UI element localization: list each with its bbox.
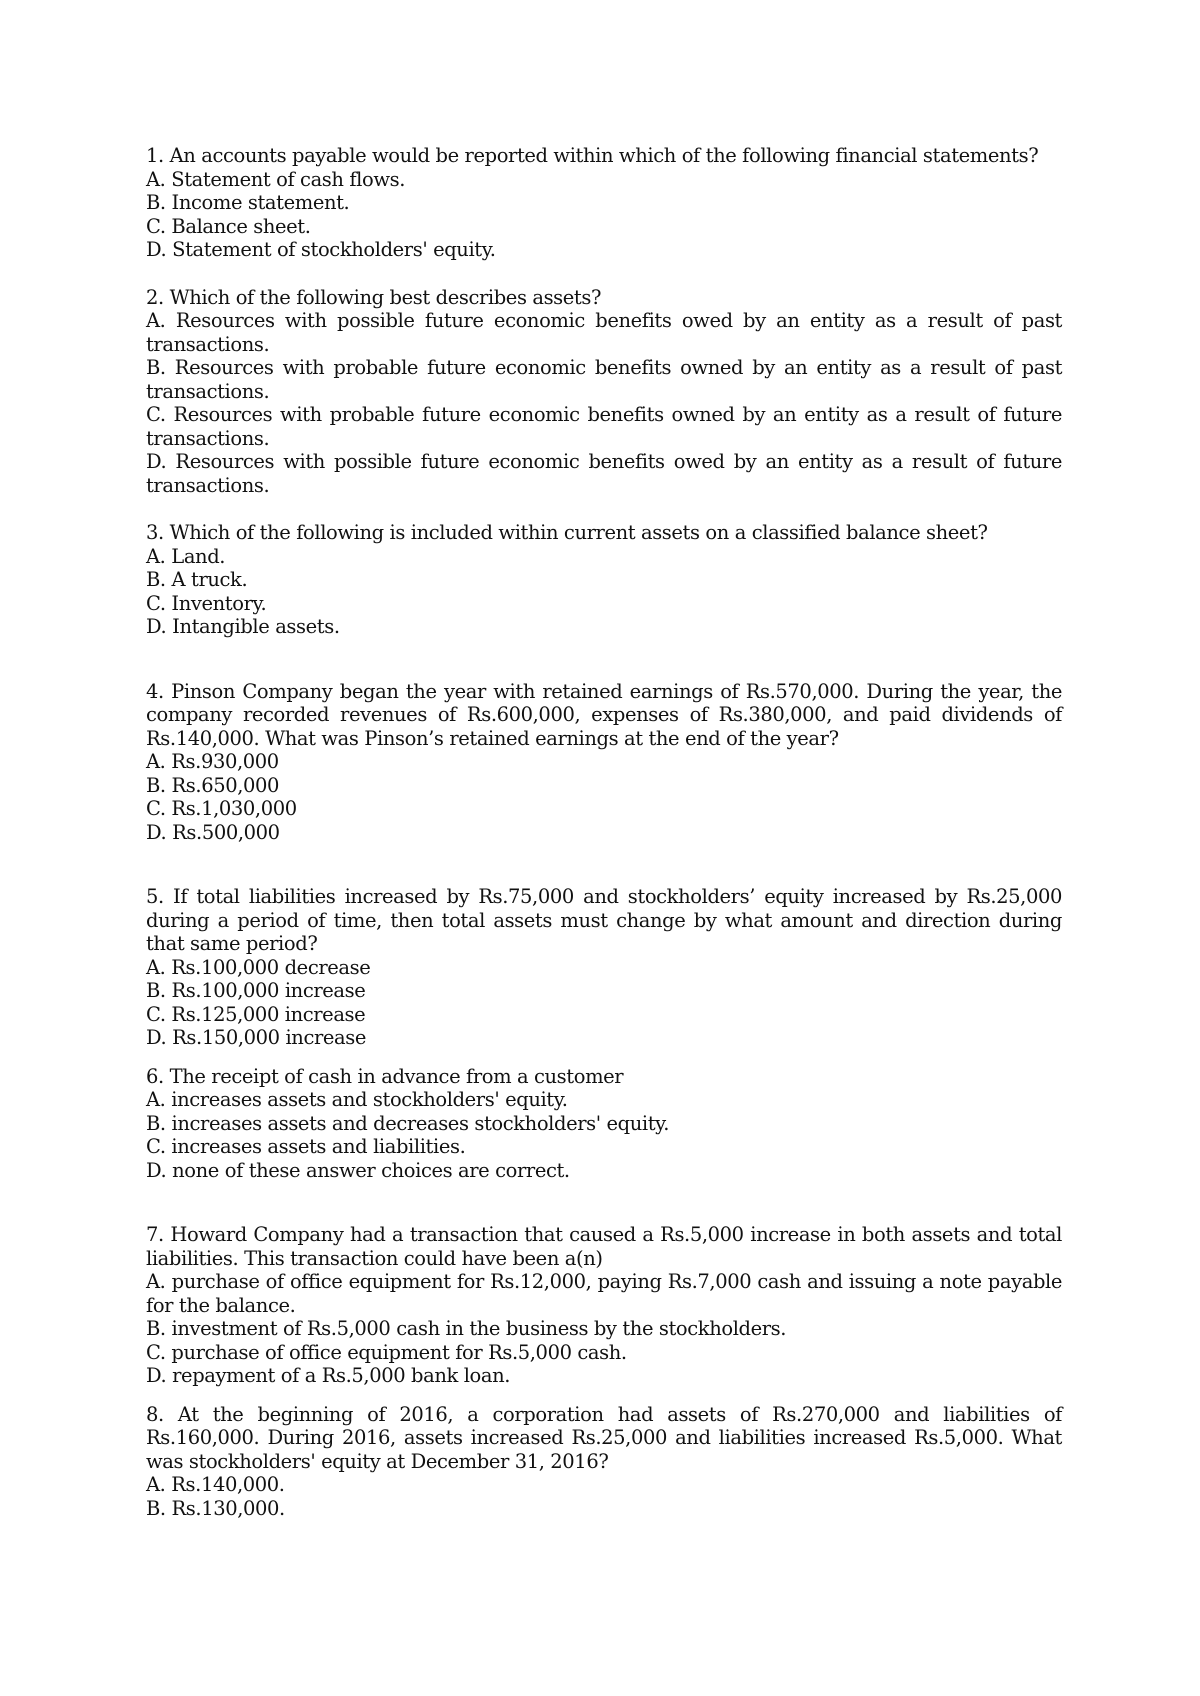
option-a: A. increases assets and stockholders' equity. bbox=[146, 1088, 568, 1111]
question-list bbox=[146, 144, 1062, 1520]
question-stem: 5. If total liabilities increased by Rs.75,000 and stockholders’ equity increased by Rs.25,000 during a period of time, then total assets must change by what amount and direction during that same period? bbox=[146, 885, 1062, 955]
option-d: D. Rs.150,000 increase bbox=[146, 1026, 367, 1049]
option-b: B. Income statement. bbox=[146, 191, 350, 214]
question-5 bbox=[146, 885, 1062, 1050]
option-d: D. Rs.500,000 bbox=[146, 820, 280, 844]
option-b: B. Rs.130,000. bbox=[146, 1496, 285, 1520]
option-a: A. Rs.930,000 bbox=[146, 750, 279, 773]
question-8 bbox=[146, 1403, 1062, 1521]
question-2 bbox=[146, 286, 1062, 498]
question-stem: 3. Which of the following is included within current assets on a classified balance sheet? bbox=[146, 521, 988, 544]
option-c: C. purchase of office equipment for Rs.5,000 cash. bbox=[146, 1340, 627, 1364]
option-a: A. Rs.140,000. bbox=[146, 1473, 285, 1496]
option-a: A. Statement of cash flows. bbox=[146, 167, 406, 191]
option-b: B. Rs.100,000 increase bbox=[146, 979, 366, 1002]
option-b: B. A truck. bbox=[146, 568, 248, 591]
option-b: B. Rs.650,000 bbox=[146, 773, 280, 797]
question-6 bbox=[146, 1065, 1062, 1183]
option-c: C. increases assets and liabilities. bbox=[146, 1135, 466, 1158]
option-c: C. Rs.125,000 increase bbox=[146, 1002, 366, 1026]
option-a: A. Rs.100,000 decrease bbox=[146, 955, 371, 979]
option-b: B. Resources with probable future economic benefits owned by an entity as a result of past transactions. bbox=[146, 356, 1062, 403]
option-c: C. Resources with probable future economic benefits owned by an entity as a result of future transactions. bbox=[146, 403, 1062, 450]
option-b: B. investment of Rs.5,000 cash in the business by the stockholders. bbox=[146, 1317, 787, 1340]
option-d: D. none of these answer choices are correct. bbox=[146, 1158, 570, 1182]
option-d: D. Intangible assets. bbox=[146, 615, 340, 638]
option-c: C. Balance sheet. bbox=[146, 214, 311, 238]
option-c: C. Inventory. bbox=[146, 591, 267, 615]
question-3 bbox=[146, 521, 1062, 639]
option-a: A. purchase of office equipment for Rs.12,000, paying Rs.7,000 cash and issuing a note payable for the balance. bbox=[146, 1270, 1062, 1317]
question-stem: 4. Pinson Company began the year with retained earnings of Rs.570,000. During the year, the company recorded revenues of Rs.600,000, expenses of Rs.380,000, and paid dividends of Rs.140,000. What was Pinson’s retained earnings at the end of the year? bbox=[146, 679, 1062, 750]
question-stem: 2. Which of the following best describes assets? bbox=[146, 285, 602, 309]
question-stem: 6. The receipt of cash in advance from a customer bbox=[146, 1064, 624, 1088]
option-a: A. Land. bbox=[146, 544, 226, 568]
question-stem: 1. An accounts payable would be reported within which of the following financial statements? bbox=[146, 144, 1039, 167]
option-b: B. increases assets and decreases stockholders' equity. bbox=[146, 1111, 670, 1135]
option-d: D. Resources with possible future economic benefits owed by an entity as a result of future transactions. bbox=[146, 450, 1062, 497]
question-stem: 8. At the beginning of 2016, a corporation had assets of Rs.270,000 and liabilities of Rs.160,000. During 2016, assets increased Rs.25,000 and liabilities increased Rs.5,000. What was stockholders' equity at December 31, 2016? bbox=[146, 1402, 1062, 1473]
option-d: D. repayment of a Rs.5,000 bank loan. bbox=[146, 1364, 511, 1387]
option-d: D. Statement of stockholders' equity. bbox=[146, 238, 496, 261]
question-1 bbox=[146, 144, 1062, 262]
question-7 bbox=[146, 1223, 1062, 1388]
option-a: A. Resources with possible future economic benefits owed by an entity as a result of past transactions. bbox=[146, 309, 1062, 356]
option-c: C. Rs.1,030,000 bbox=[146, 797, 297, 820]
question-stem: 7. Howard Company had a transaction that caused a Rs.5,000 increase in both assets and total liabilities. This transaction could have been a(n) bbox=[146, 1223, 1062, 1270]
question-4 bbox=[146, 680, 1062, 845]
